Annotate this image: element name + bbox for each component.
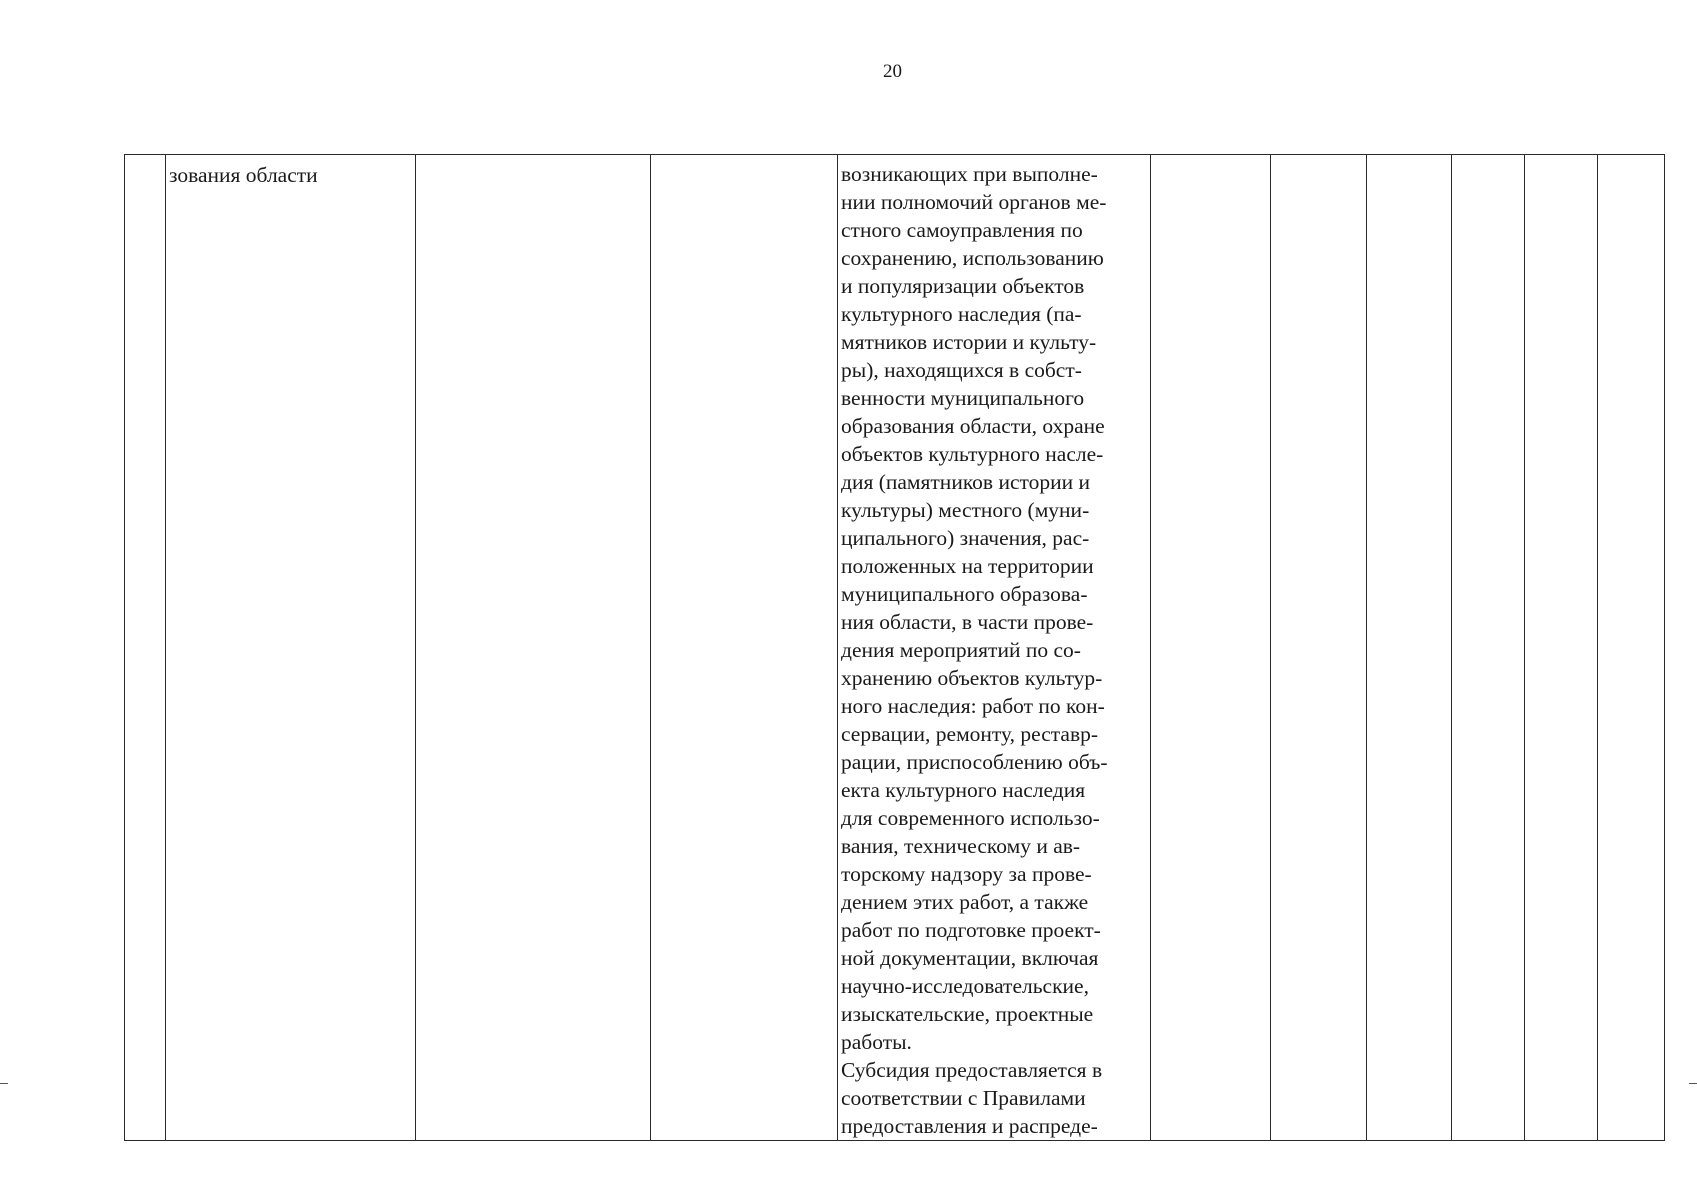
table-cell-9 [1452,155,1525,1141]
table-cell-11 [1598,155,1665,1141]
table-cell-6 [1151,155,1271,1141]
cell-text-description: возникающих при выполне- нии полномочий органов ме- стного самоуправления по сохранению, использованию и популяризации объектов культурного наследия (па- мятников истории и культу- ры), находящихся в собст- венности муниципального образования области, охране объектов культурного насле- дия (памятников истории и культуры) местного (муни- ципального) значения, рас- положенных на территории муниципального образова- ния области, в части прове- дения мероприятий по со- хранению объектов культур- ного наследия: работ по кон- сервации, ремонту, реставр- рации, приспособлению объ- екта культурного наследия для современного использо- вания, техническому и ав- торскому надзору за прове- дением этих работ, а также работ по подготовке проект- ной документации, включая научно-исследовательские, изыскательские, проектные работы. Субсидия предоставляется в соответствии с Правилами предоставления и распреде- [841,162,1108,1138]
table-cell-3 [416,155,651,1141]
table-row [125,155,1665,1141]
budget-table [124,154,1665,1141]
right-margin-tick [1689,1083,1697,1084]
table-cell-7 [1271,155,1367,1141]
cell-text-name: зования области [169,163,318,187]
table-cell-number [125,155,166,1141]
table-cell-4 [651,155,838,1141]
page-number: 20 [883,61,902,82]
table-cell-10 [1525,155,1598,1141]
table-cell-description [838,155,1151,1141]
left-margin-tick [0,1083,8,1084]
table-cell-name [166,155,416,1141]
table-cell-8 [1367,155,1452,1141]
